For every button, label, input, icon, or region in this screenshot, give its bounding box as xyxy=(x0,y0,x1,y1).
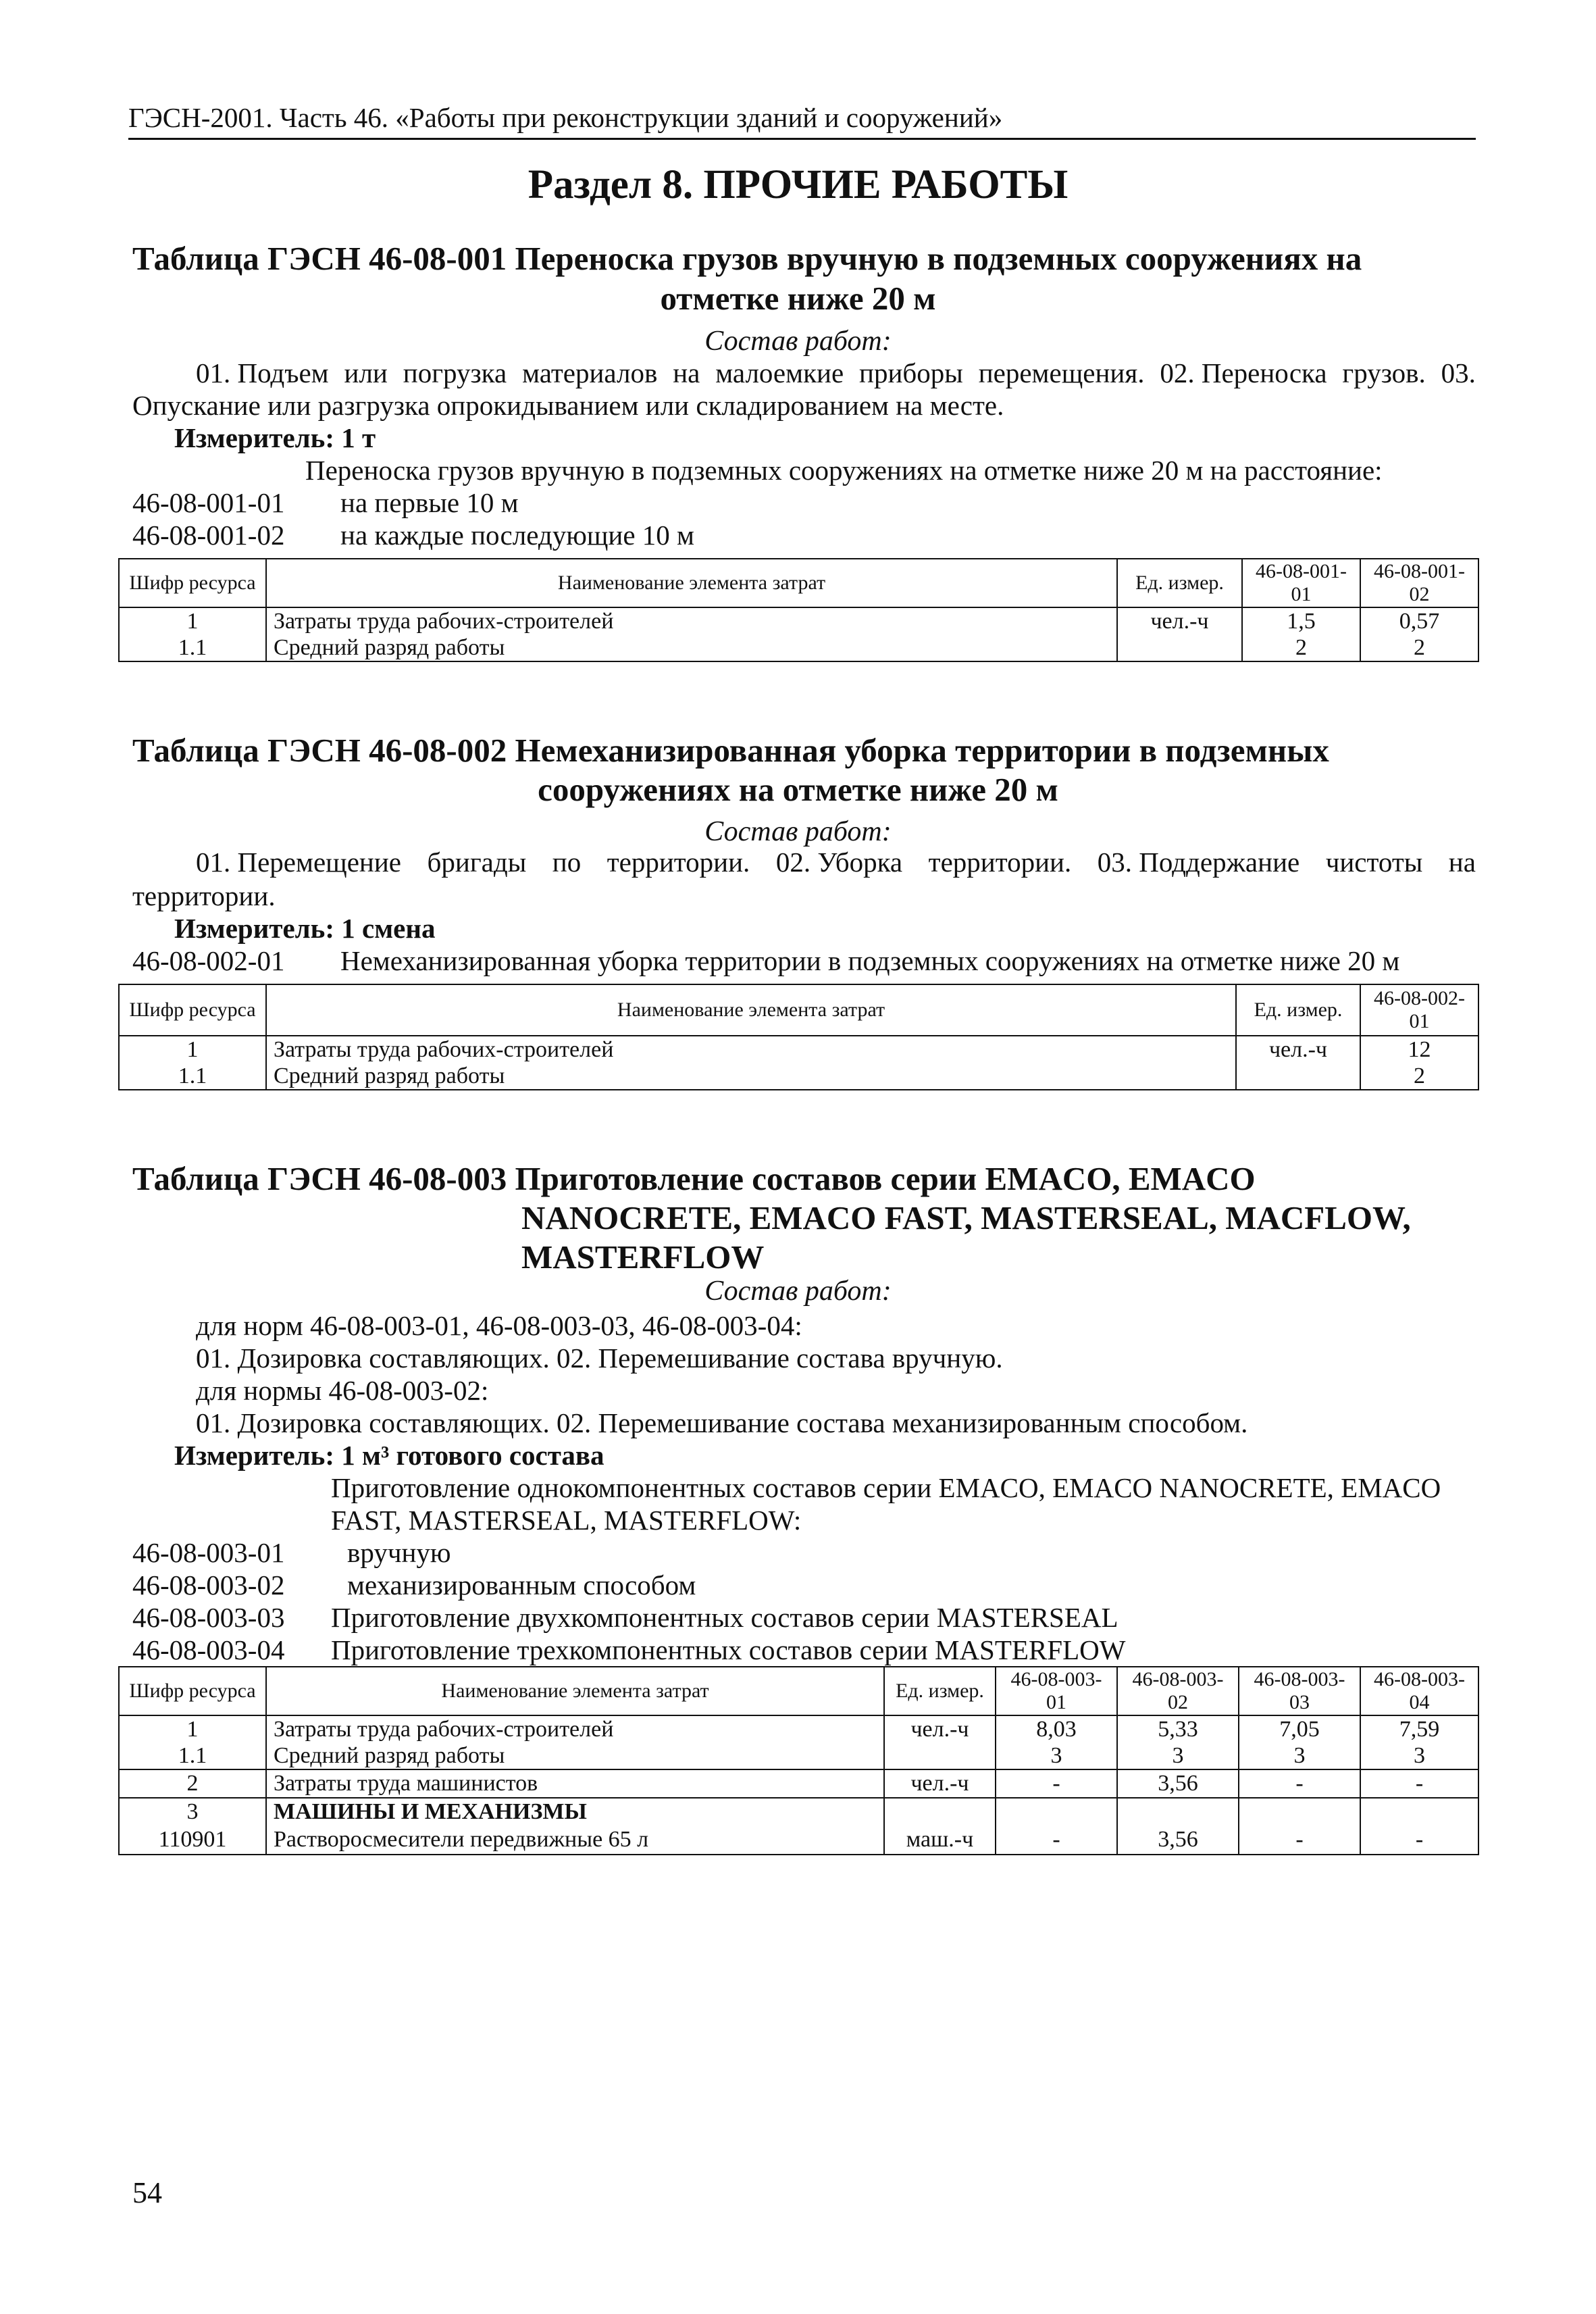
header-name: Наименование элемента затрат xyxy=(266,984,1236,1036)
cell-unit xyxy=(884,1742,996,1769)
word: 02. Уборка xyxy=(775,847,903,878)
word: 03. Поддержание xyxy=(1097,847,1300,878)
sostav-label: Состав работ: xyxy=(704,326,892,357)
resource-table-46-08-002 xyxy=(118,984,1479,1090)
works-description-line: территории. xyxy=(132,880,276,911)
word: территории. xyxy=(928,847,1072,878)
cell-name: МАШИНЫ И МЕХАНИЗМЫ xyxy=(266,1798,884,1825)
norm-code: 46-08-003-01 xyxy=(132,1537,285,1568)
cell-value: 1,5 xyxy=(1242,607,1360,634)
cell-value: 8,03 xyxy=(996,1715,1117,1742)
header-norm-col: 46-08-003-04 xyxy=(1360,1667,1478,1715)
cell-value: - xyxy=(1239,1825,1360,1855)
word: погрузка xyxy=(403,357,507,388)
cell-value: 3 xyxy=(1360,1742,1478,1769)
cell-name: Затраты труда рабочих-строителей xyxy=(266,607,1117,634)
cell-name: Средний разряд работы xyxy=(266,1742,884,1769)
works-description-line: 01. Дозировка составляющих. 02. Перемешивание состава механизированным способом. xyxy=(196,1407,1248,1438)
word: материалов xyxy=(522,357,658,388)
cell-name: Средний разряд работы xyxy=(266,634,1117,661)
resource-table-46-08-003 xyxy=(118,1666,1479,1855)
cell-value xyxy=(1117,1798,1239,1825)
cell-shifr: 1.1 xyxy=(119,1063,266,1090)
table-46-08-001-title-cont: отметке ниже 20 м xyxy=(660,280,936,317)
word: 02. Переноска xyxy=(1160,357,1327,388)
header-unit: Ед. измер. xyxy=(884,1667,996,1715)
table-header-row xyxy=(119,1667,1478,1715)
cell-unit xyxy=(884,1798,996,1825)
norm-code: 46-08-003-04 xyxy=(132,1634,285,1665)
izmeritel: Измеритель: 1 м³ готового состава xyxy=(174,1440,604,1471)
table-46-08-003-title: Таблица ГЭСН 46-08-003 Приготовление составов серии EMACO, EMACO xyxy=(132,1160,1256,1197)
sostav-label: Состав работ: xyxy=(704,816,892,847)
cell-shifr: 1.1 xyxy=(119,634,266,661)
table-row xyxy=(119,1715,1478,1742)
header-name: Наименование элемента затрат xyxy=(266,1667,884,1715)
cell-value: - xyxy=(996,1769,1117,1798)
word: на xyxy=(673,357,700,388)
norm-code: 46-08-003-02 xyxy=(132,1569,285,1601)
table-row xyxy=(119,1798,1478,1825)
table-46-08-003-title-cont: NANOCRETE, EMACO FAST, MASTERSEAL, MACFLOW, xyxy=(521,1199,1411,1236)
cell-shifr: 110901 xyxy=(119,1825,266,1855)
cell-unit: маш.-ч xyxy=(884,1825,996,1855)
cell-value xyxy=(1239,1798,1360,1825)
table-row xyxy=(119,634,1478,661)
table-row xyxy=(119,1769,1478,1798)
cell-value: 3,56 xyxy=(1117,1769,1239,1798)
cell-value: 2 xyxy=(1360,634,1478,661)
cell-value: - xyxy=(1360,1825,1478,1855)
table-row xyxy=(119,607,1478,634)
table-row xyxy=(119,1825,1478,1855)
cell-name: Средний разряд работы xyxy=(266,1063,1236,1090)
table-header-row xyxy=(119,559,1478,607)
header-unit: Ед. измер. xyxy=(1236,984,1360,1036)
sostav-label: Состав работ: xyxy=(704,1276,892,1307)
cell-name: Затраты труда машинистов xyxy=(266,1769,884,1798)
cell-value: 3 xyxy=(1239,1742,1360,1769)
word: территории. xyxy=(607,847,750,878)
page-number: 54 xyxy=(132,2176,162,2209)
izmeritel: Измеритель: 1 т xyxy=(174,422,376,453)
table-row xyxy=(119,1742,1478,1769)
cell-value: 3 xyxy=(1117,1742,1239,1769)
cell-value: - xyxy=(1360,1769,1478,1798)
cell-value: 2 xyxy=(1360,1063,1478,1090)
cell-unit: чел.-ч xyxy=(1117,607,1242,634)
word: или xyxy=(344,357,388,388)
cell-value: 7,59 xyxy=(1360,1715,1478,1742)
header-shifr: Шифр ресурса xyxy=(119,1667,266,1715)
cell-unit: чел.-ч xyxy=(884,1769,996,1798)
section-title: Раздел 8. ПРОЧИЕ РАБОТЫ xyxy=(527,162,1069,207)
header-norm-col: 46-08-001-01 xyxy=(1242,559,1360,607)
cell-value: 3,56 xyxy=(1117,1825,1239,1855)
norm-code: 46-08-001-01 xyxy=(132,487,285,518)
cell-value: 12 xyxy=(1360,1036,1478,1063)
norm-description: на каждые последующие 10 м xyxy=(340,520,694,551)
word: 03. xyxy=(1441,357,1476,388)
norm-description: Приготовление двухкомпонентных составов серии MASTERSEAL xyxy=(331,1602,1118,1633)
norm-code: 46-08-001-02 xyxy=(132,520,285,551)
works-description-line: Опускание или разгрузка опрокидыванием или складированием на месте. xyxy=(132,390,1004,421)
cell-unit xyxy=(1117,634,1242,661)
cell-value xyxy=(1360,1798,1478,1825)
cell-name: Затраты труда рабочих-строителей xyxy=(266,1036,1236,1063)
cell-shifr: 2 xyxy=(119,1769,266,1798)
header-unit: Ед. измер. xyxy=(1117,559,1242,607)
header-shifr: Шифр ресурса xyxy=(119,559,266,607)
table-46-08-003-title-cont: MASTERFLOW xyxy=(521,1238,765,1276)
word: грузов. xyxy=(1342,357,1426,388)
cell-value: 0,57 xyxy=(1360,607,1478,634)
group-text: Переноска грузов вручную в подземных сооружениях на отметке ниже 20 м на расстояние: xyxy=(305,455,1383,486)
cell-value: - xyxy=(996,1825,1117,1855)
works-description-line xyxy=(196,357,1476,389)
cell-value: 7,05 xyxy=(1239,1715,1360,1742)
norm-description: вручную xyxy=(347,1537,451,1568)
norm-description: механизированным способом xyxy=(347,1569,696,1601)
table-header-row xyxy=(119,984,1478,1036)
works-description-line: 01. Дозировка составляющих. 02. Перемешивание состава вручную. xyxy=(196,1342,1003,1374)
cell-value: 2 xyxy=(1242,634,1360,661)
table-row xyxy=(119,1036,1478,1063)
works-description-line xyxy=(196,846,1476,878)
word: 01. Перемещение xyxy=(196,847,401,878)
word: малоемкие xyxy=(715,357,844,388)
cell-shifr: 1.1 xyxy=(119,1742,266,1769)
header-norm-col: 46-08-003-01 xyxy=(996,1667,1117,1715)
header-norm-col: 46-08-001-02 xyxy=(1360,559,1478,607)
running-header: ГЭСН-2001. Часть 46. «Работы при реконструкции зданий и сооружений» xyxy=(128,100,1476,140)
header-norm-col: 46-08-003-02 xyxy=(1117,1667,1239,1715)
cell-value xyxy=(996,1798,1117,1825)
cell-name: Затраты труда рабочих-строителей xyxy=(266,1715,884,1742)
word: 01. Подъем xyxy=(196,357,329,388)
word: приборы xyxy=(859,357,963,388)
norm-code: 46-08-002-01 xyxy=(132,945,285,976)
header-norm-col: 46-08-003-03 xyxy=(1239,1667,1360,1715)
cell-unit: чел.-ч xyxy=(884,1715,996,1742)
cell-name: Растворосмесители передвижные 65 л xyxy=(266,1825,884,1855)
norm-description: на первые 10 м xyxy=(340,487,519,518)
table-46-08-002-title: Таблица ГЭСН 46-08-002 Немеханизированная уборка территории в подземных xyxy=(132,732,1329,769)
norm-description: Приготовление трехкомпонентных составов серии MASTERFLOW xyxy=(331,1634,1126,1665)
izmeritel: Измеритель: 1 смена xyxy=(174,913,436,944)
header-norm-col: 46-08-002-01 xyxy=(1360,984,1478,1036)
word: по xyxy=(552,847,582,878)
word: на xyxy=(1448,847,1476,878)
table-46-08-001-title: Таблица ГЭСН 46-08-001 Переноска грузов вручную в подземных сооружениях на xyxy=(132,240,1362,277)
cell-shifr: 3 xyxy=(119,1798,266,1825)
norm-code: 46-08-003-03 xyxy=(132,1602,285,1633)
table-row xyxy=(119,1063,1478,1090)
table-46-08-002-title-cont: сооружениях на отметке ниже 20 м xyxy=(538,771,1058,808)
header-shifr: Шифр ресурса xyxy=(119,984,266,1036)
cell-value: 3 xyxy=(996,1742,1117,1769)
norms-scope: для нормы 46-08-003-02: xyxy=(196,1375,489,1406)
word: чистоты xyxy=(1325,847,1423,878)
cell-shifr: 1 xyxy=(119,607,266,634)
cell-unit xyxy=(1236,1063,1360,1090)
group-text: Приготовление однокомпонентных составов серии EMACO, EMACO NANOCRETE, EMACO xyxy=(331,1472,1441,1503)
group-text: FAST, MASTERSEAL, MASTERFLOW: xyxy=(331,1505,802,1536)
word: бригады xyxy=(427,847,527,878)
word: перемещения. xyxy=(978,357,1145,388)
header-name: Наименование элемента затрат xyxy=(266,559,1117,607)
norms-scope: для норм 46-08-003-01, 46-08-003-03, 46-08-003-04: xyxy=(196,1310,802,1341)
cell-shifr: 1 xyxy=(119,1036,266,1063)
cell-unit: чел.-ч xyxy=(1236,1036,1360,1063)
cell-shifr: 1 xyxy=(119,1715,266,1742)
resource-table-46-08-001 xyxy=(118,558,1479,662)
cell-value: - xyxy=(1239,1769,1360,1798)
norm-description: Немеханизированная уборка территории в подземных сооружениях на отметке ниже 20 м xyxy=(340,945,1400,976)
cell-value: 5,33 xyxy=(1117,1715,1239,1742)
